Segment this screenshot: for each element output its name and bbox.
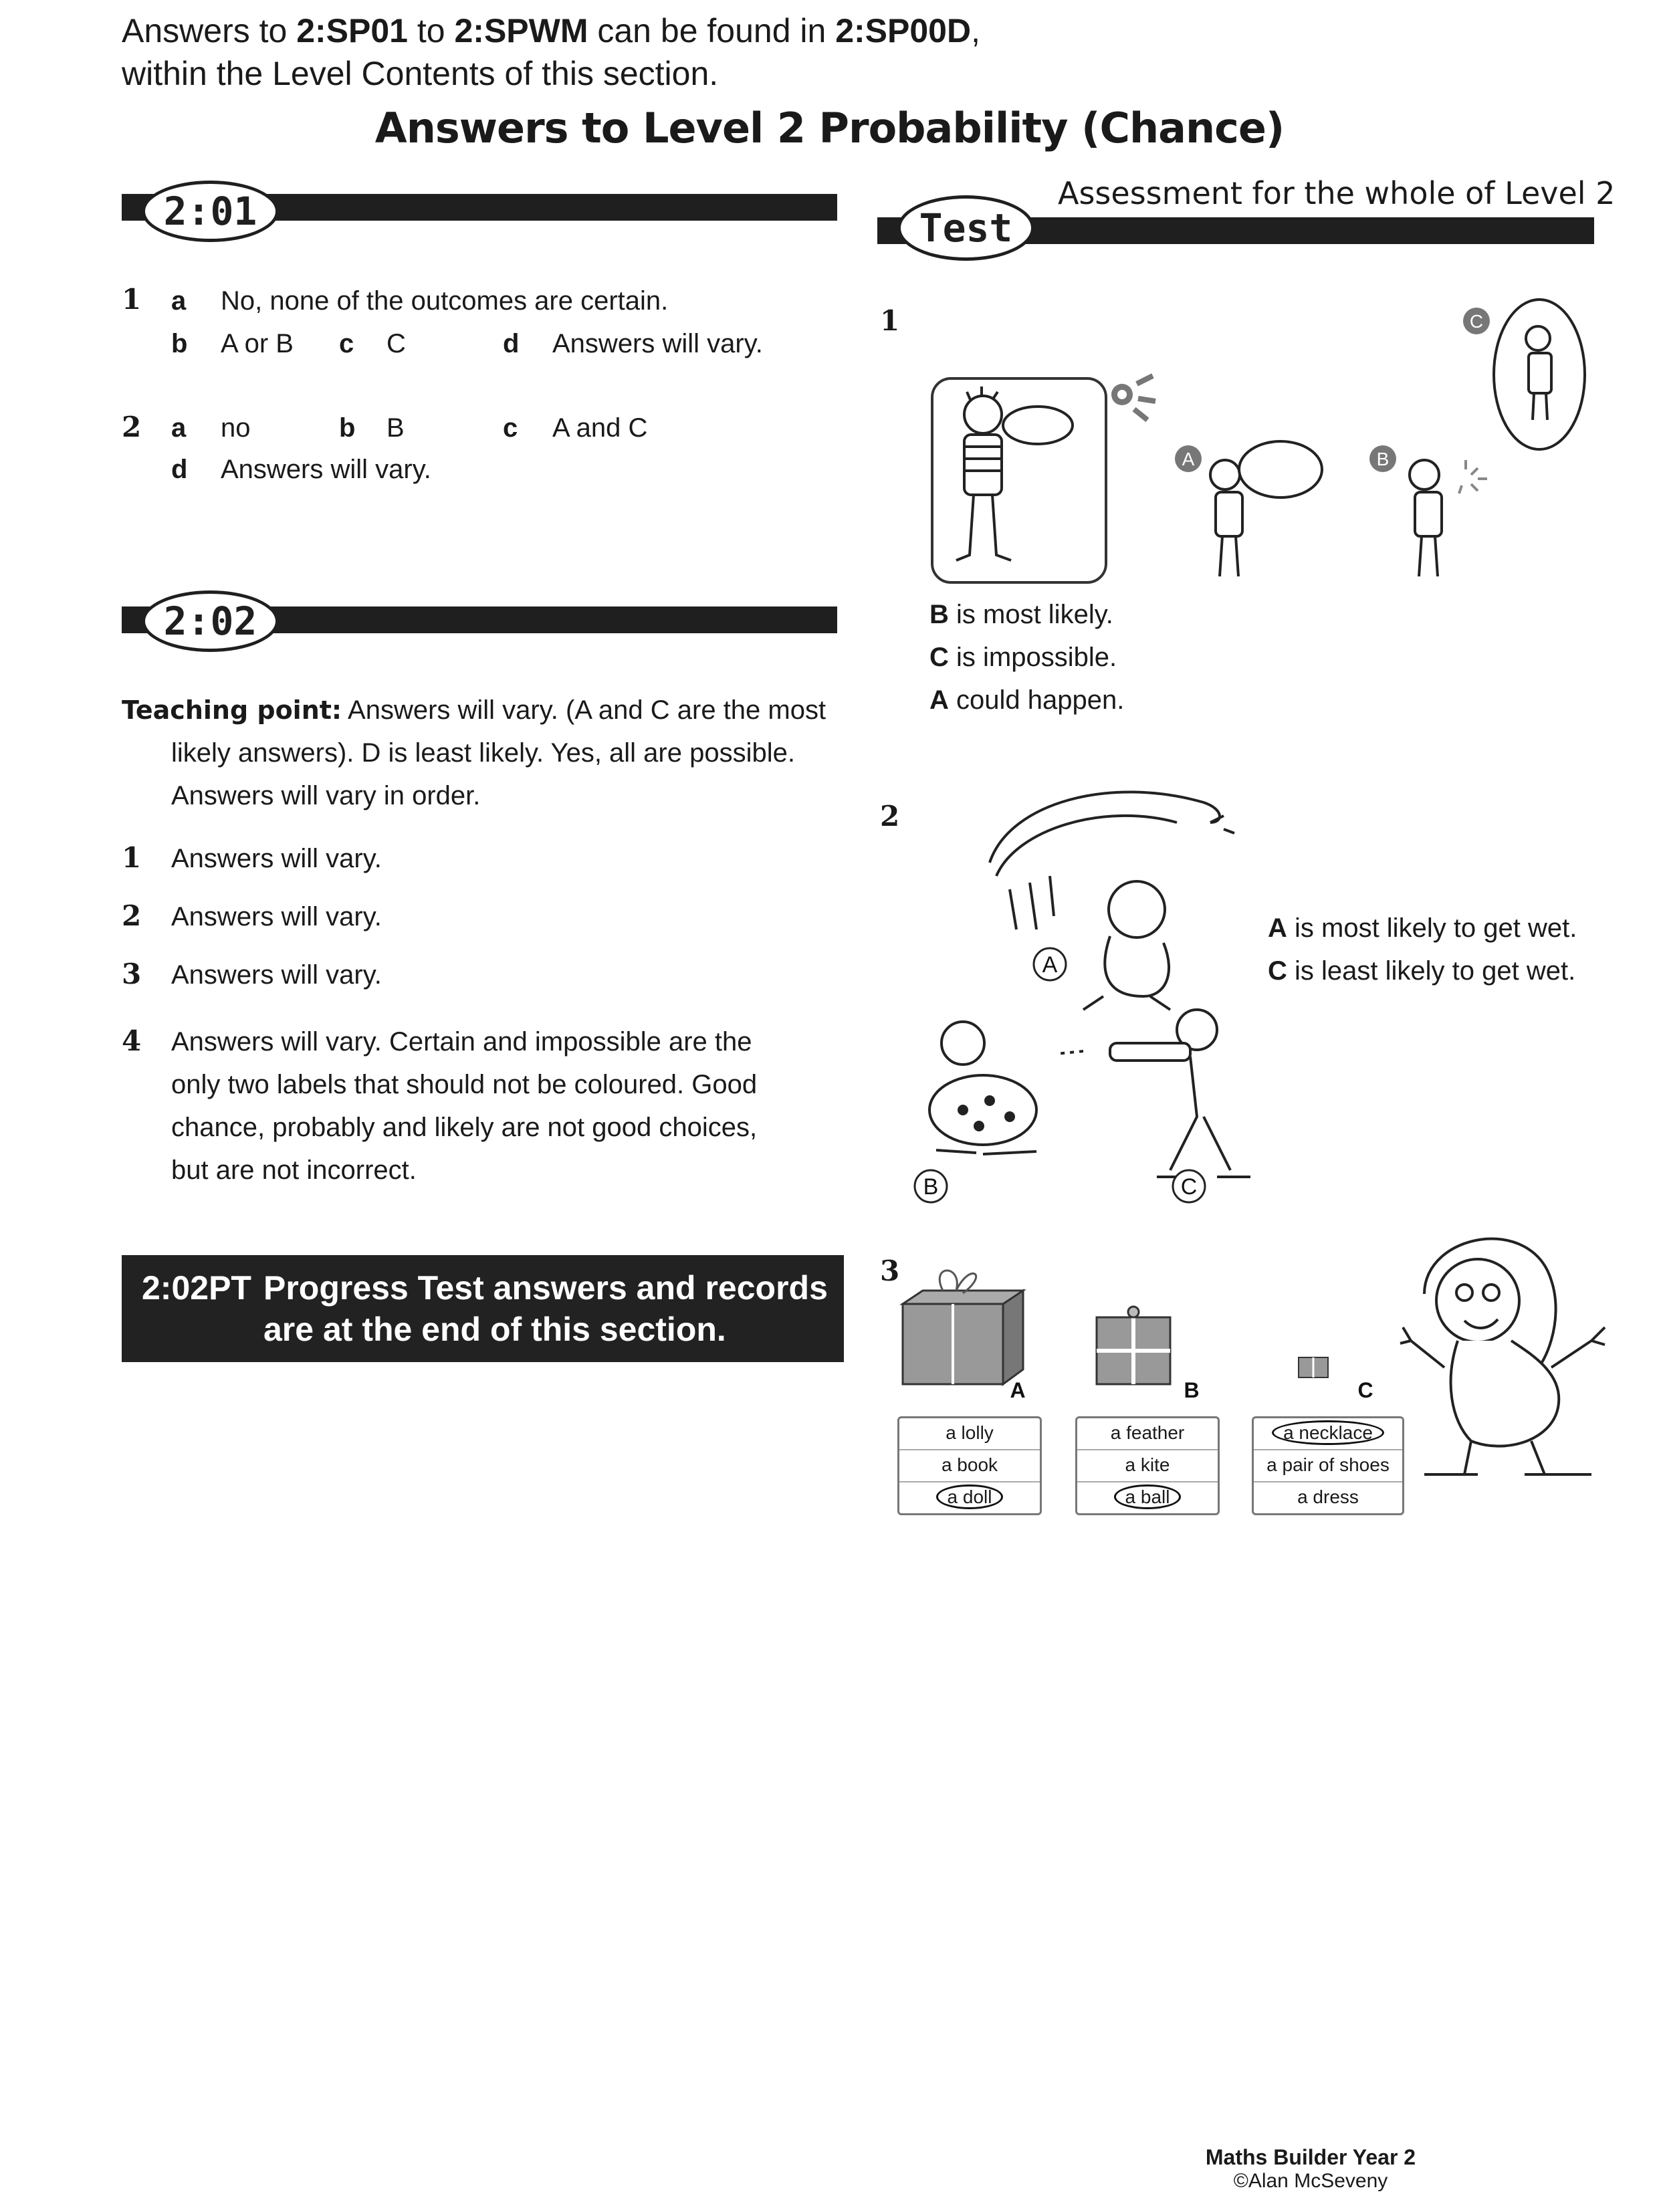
test-q3-box-c: C bbox=[1357, 1378, 1373, 1402]
code-sp00d: 2:SP00D bbox=[835, 12, 972, 49]
test-q2-number: 2 bbox=[880, 800, 900, 833]
options-list-c bbox=[1252, 1416, 1404, 1515]
option-a-3: a doll bbox=[899, 1482, 1040, 1513]
progress-test-box bbox=[122, 1255, 844, 1362]
teaching-point-label: Teaching point: bbox=[122, 695, 342, 725]
code-sp01: 2:SP01 bbox=[296, 12, 408, 49]
option-b-1: a feather bbox=[1077, 1418, 1218, 1450]
q2-b-label: b bbox=[339, 413, 356, 443]
q2-a-text: no bbox=[221, 413, 251, 443]
pop-symbol bbox=[1111, 376, 1155, 420]
q2-a-label: a bbox=[171, 413, 187, 443]
q1-b-text: A or B bbox=[221, 329, 294, 358]
options-list-a bbox=[897, 1416, 1042, 1515]
q202-1-number: 1 bbox=[122, 841, 142, 874]
intro-line-2: within the Level Contents of this section. bbox=[122, 55, 719, 92]
option-c-2: a pair of shoes bbox=[1254, 1450, 1402, 1482]
test-badge: Test bbox=[897, 195, 1034, 261]
section-202-badge: 2:02 bbox=[142, 590, 279, 652]
gift-boxes bbox=[889, 1264, 1398, 1411]
test-q2-answers: A is most likely to get wet. C is least likely to get wet. bbox=[1268, 913, 1577, 986]
options-list-b bbox=[1075, 1416, 1220, 1515]
q1-d-text: Answers will vary. bbox=[552, 329, 763, 358]
gift-box-b bbox=[1097, 1307, 1170, 1384]
progress-test-line-1: Progress Test answers and records bbox=[263, 1269, 828, 1307]
page-title: Answers to Level 2 Probability (Chance) bbox=[374, 104, 1285, 152]
option-c-3: a dress bbox=[1297, 1486, 1359, 1507]
child-a bbox=[1083, 881, 1170, 1010]
option-b-3: a ball bbox=[1077, 1482, 1218, 1513]
test-q2-fig-b: B bbox=[923, 1174, 939, 1200]
q1-a-text: No, none of the outcomes are certain. bbox=[221, 286, 669, 316]
q1-c-text: C bbox=[386, 329, 406, 358]
gift-box-c bbox=[1299, 1357, 1328, 1377]
section-201-badge: 2:01 bbox=[142, 181, 279, 242]
test-q1-fig-a: A bbox=[1182, 449, 1195, 469]
q2-c-text: A and C bbox=[552, 413, 648, 443]
q1-c-label: c bbox=[339, 329, 354, 358]
q1-a-label: a bbox=[171, 286, 187, 316]
test-q1-number: 1 bbox=[880, 304, 900, 337]
test-q2-fig-a: A bbox=[1042, 952, 1058, 978]
test-q3-box-b: B bbox=[1184, 1378, 1200, 1402]
q202-4-text: Answers will vary. Certain and impossible are the only two labels that should not be coloured. Good chance, probably and likely are not good choices, but are not incorrect. bbox=[171, 1027, 758, 1185]
test-q3-number: 3 bbox=[880, 1254, 900, 1287]
footer-copyright: ©Alan McSeveny bbox=[1233, 2170, 1388, 2192]
test-q1-fig-b: B bbox=[1376, 449, 1390, 469]
q2-d-label: d bbox=[171, 455, 188, 484]
q2-b-text: B bbox=[386, 413, 405, 443]
q202-1-text: Answers will vary. bbox=[171, 844, 382, 873]
test-q1-answers: B is most likely. C is impossible. A could happen. bbox=[929, 600, 1125, 715]
footer-title: Maths Builder Year 2 bbox=[1205, 2145, 1416, 2169]
boy-a bbox=[1210, 441, 1322, 576]
child-c bbox=[1057, 1010, 1250, 1177]
q1-d-label: d bbox=[503, 329, 520, 358]
girl-illustration bbox=[1398, 1220, 1625, 1488]
option-a-1: a lolly bbox=[899, 1418, 1040, 1450]
test-q2-fig-c: C bbox=[1180, 1174, 1198, 1200]
water-illustrations bbox=[909, 776, 1284, 1204]
boy-b bbox=[1410, 460, 1487, 576]
option-c-1: a necklace bbox=[1254, 1418, 1402, 1450]
progress-test-code: 2:02PT bbox=[142, 1269, 251, 1307]
q202-3-text: Answers will vary. bbox=[171, 960, 382, 990]
gift-box-a bbox=[903, 1270, 1023, 1384]
q202-2-text: Answers will vary. bbox=[171, 902, 382, 931]
q202-4-number: 4 bbox=[122, 1024, 142, 1057]
teaching-point: Teaching point: Answers will vary. (A and C are the most likely answers). D is least likely. Yes, all are possible. Answers will vary in order. bbox=[122, 695, 826, 810]
balloon-illustrations bbox=[923, 294, 1591, 588]
progress-test-line-2: are at the end of this section. bbox=[263, 1311, 726, 1348]
child-b bbox=[929, 1022, 1036, 1154]
q1-number: 1 bbox=[122, 283, 142, 316]
q202-3-number: 3 bbox=[122, 958, 142, 990]
intro-line-1: Answers to 2:SP01 to 2:SPWM can be found in 2:SP00D, bbox=[122, 12, 981, 49]
test-q3-box-a: A bbox=[1010, 1378, 1026, 1402]
test-q1-fig-c: C bbox=[1469, 311, 1484, 332]
q2-d-text: Answers will vary. bbox=[221, 455, 431, 484]
option-a-2: a book bbox=[899, 1450, 1040, 1482]
q2-c-label: c bbox=[503, 413, 518, 443]
option-b-2: a kite bbox=[1077, 1450, 1218, 1482]
test-heading: Assessment for the whole of Level 2 bbox=[1058, 175, 1616, 211]
code-spwm: 2:SPWM bbox=[454, 12, 588, 49]
q2-number: 2 bbox=[122, 411, 142, 443]
q202-2-number: 2 bbox=[122, 899, 142, 932]
footer bbox=[1123, 2145, 1498, 2193]
intro-text bbox=[122, 9, 980, 95]
q1-b-label: b bbox=[171, 329, 188, 358]
